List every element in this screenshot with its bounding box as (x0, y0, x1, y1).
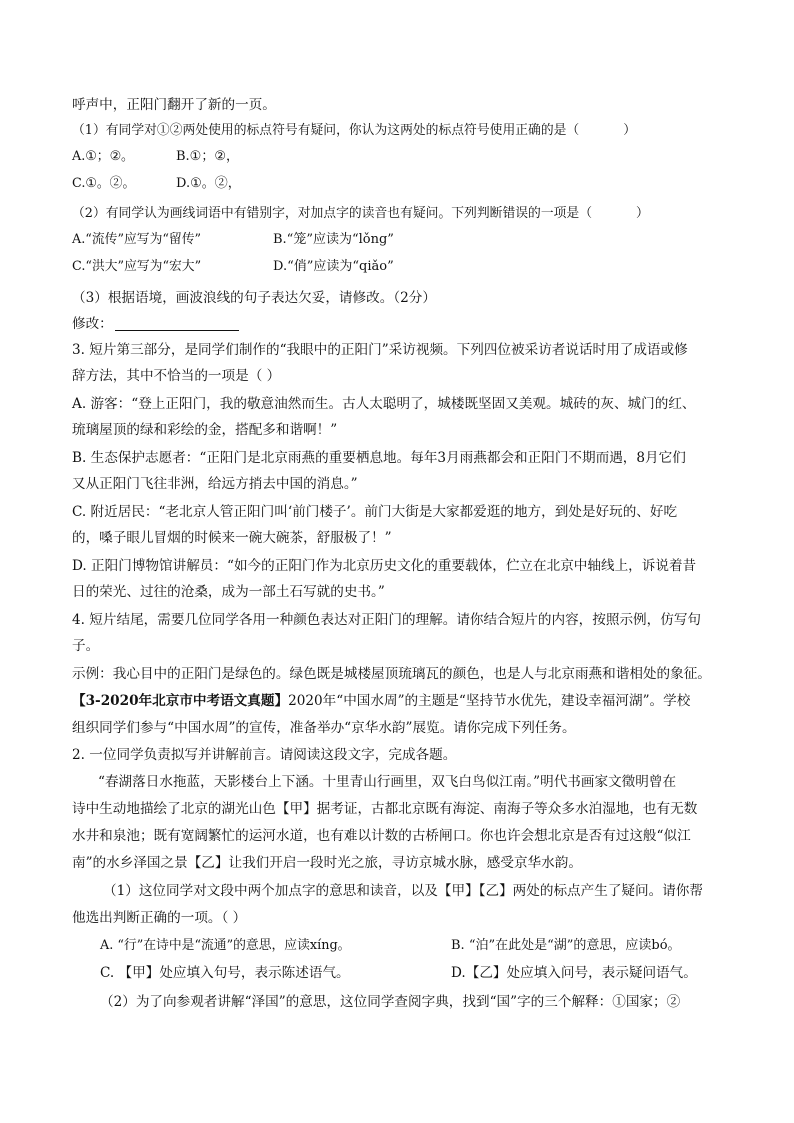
subquestion-2: （2）为了向参观者讲解“泽国”的意思，这位同学查阅字典，找到“国”字的三个解释：①国家；② (100, 994, 681, 1010)
option-d: D.“俏”应读为“qiǎo” (273, 259, 394, 274)
question-3: 3. 短片第三部分，是同学们制作的“我眼中的正阳门”采访视频。下列四位被采访者说话时用了成语或修 (72, 342, 688, 358)
text-line: 组织同学们参与“中国水周”的宣传，准备举办“京华水韵”展览。请你完成下列任务。 (72, 720, 576, 736)
question-line: （3）根据语境，画波浪线的句子表达欠妥，请修改。（2分） (72, 290, 436, 306)
question-4: 4. 短片结尾，需要几位同学各用一种颜色表达对正阳门的理解。请你结合短片的内容，按照示例，仿写句 (72, 612, 702, 628)
option-a: A. 游客：“登上正阳门，我的敬意油然而生。古人太聪明了，城楼既坚固又美观。城砖的灰、城门的红、 (72, 396, 696, 412)
question-line: （1）有同学对①②两处使用的标点符号有疑问，你认为这两处的标点符号使用正确的是（ ） (72, 123, 637, 138)
section-source: 【3-2020年北京市中考语文真题】 (72, 693, 289, 709)
option-c: C.①。②。 (72, 176, 136, 191)
passage-line: 诗中生动地描绘了北京的湖光山色【甲】据考证，古都北京既有海淀、南海子等众多水泊湿地，也有无数 (72, 801, 698, 817)
passage-line: 南”的水乡泽国之景【乙】让我们开启一段时光之旅，寻访京城水脉，感受京华水韵。 (72, 855, 582, 871)
option-b: B. 生态保护志愿者：“正阳门是北京雨燕的重要栖息地。每年3月雨燕都会和正阳门不期而遇，8月它们 (72, 450, 686, 466)
answer-blank[interactable] (115, 316, 239, 331)
section-line: 【3-2020年北京市中考语文真题】2020年“中国水周”的主题是“坚持节水优先，建设幸福河湖”。学校 (72, 693, 691, 709)
option-c: C. 【甲】处应填入句号，表示陈述语气。 (100, 965, 350, 981)
example-line: 示例：我心目中的正阳门是绿色的。绿色既是城楼屋顶琉璃瓦的颜色，也是人与北京雨燕和谐相处的象征。 (72, 666, 711, 682)
option-d: D.【乙】处应填入问号，表示疑问语气。 (451, 965, 697, 981)
text-line: 日的荣光、过往的沧桑，成为一部土石写就的史书。” (72, 584, 385, 600)
text-line: 子。 (72, 638, 100, 654)
option-b: B.①；②， (176, 149, 239, 164)
option-a: A. “行”在诗中是“流通”的意思，应读xíng。 (100, 938, 351, 953)
answer-line: 修改： (72, 314, 239, 334)
option-line (72, 147, 134, 167)
option-c: C. 附近居民：“老北京人管正阳门叫‘前门楼子’。前门大街是大家都爱逛的地方，到处是好玩的、好吃 (72, 504, 678, 520)
passage-line: 水井和泉池；既有宽阔繁忙的运河水道，也有难以计数的古桥闸口。你也许会想北京是否有过这般“似江 (72, 828, 691, 844)
option-b: B.“笼”应读为“lǒng” (273, 232, 394, 247)
option-d: D. 正阳门博物馆讲解员：“如今的正阳门作为北京历史文化的重要载体，伫立在北京中轴线上，诉说着昔 (72, 558, 697, 574)
text-line: 呼声中，正阳门翻开了新的一页。 (72, 97, 276, 113)
option-d: D.①。②， (176, 176, 241, 191)
text-line: 辞方法，其中不恰当的一项是（ ） (72, 368, 281, 384)
option-b: B. “泊”在此处是“湖”的意思，应读bó。 (451, 938, 681, 953)
option-c: C.“洪大”应写为“宏大” (72, 259, 202, 274)
text-line: 琉璃屋顶的绿和彩绘的金，搭配多和谐啊！” (72, 422, 338, 438)
passage-line: “春湖落日水拖蓝，天影楼台上下涵。十里青山行画里，双飞白鸟似江南。”明代书画家文徵明曾在 (98, 774, 677, 790)
text-line: 又从正阳门飞往非洲，给远方捎去中国的消息。” (72, 476, 358, 492)
option-a: A.①；②。 (72, 149, 134, 164)
question-2: 2. 一位同学负责拟写并讲解前言。请阅读这段文字，完成各题。 (72, 747, 457, 763)
text-line: 他选出判断正确的一项。（ ） (72, 910, 247, 926)
text-line: 的，嗓子眼儿冒烟的时候来一碗大碗茶，舒服极了！” (72, 530, 392, 546)
question-line: （2）有同学认为画线词语中有错别字，对加点字的读音也有疑问。下列判断错误的一项是（ ） (72, 206, 649, 221)
subquestion-1: （1）这位同学对文段中两个加点字的意思和读音，以及【甲】【乙】两处的标点产生了疑问。请你帮 (103, 883, 703, 899)
option-a: A.“流传”应写为“留传” (72, 232, 202, 247)
